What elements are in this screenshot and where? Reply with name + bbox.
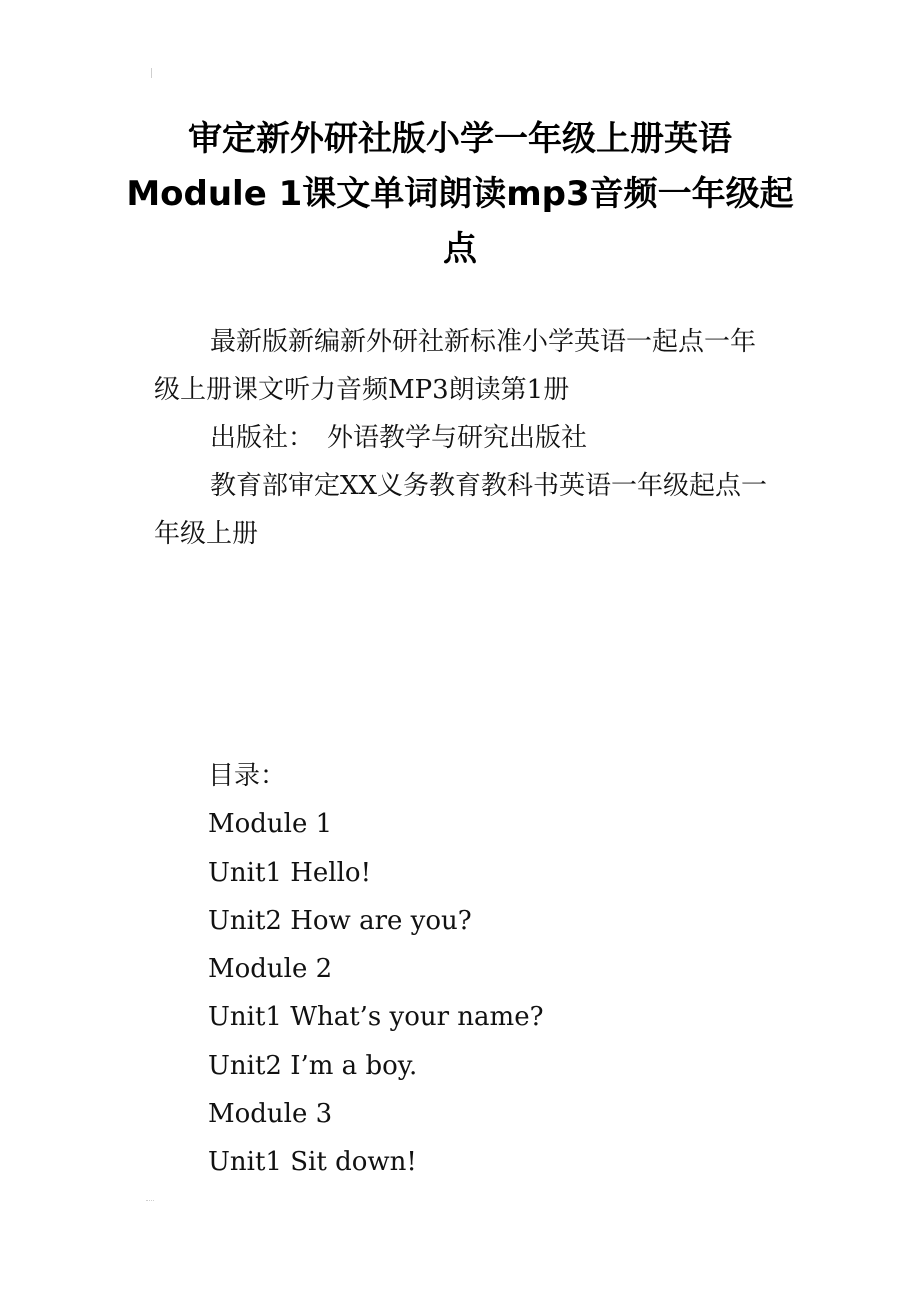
toc-list <box>208 800 544 1186</box>
toc-item-unit: Unit2 I’m a boy. <box>208 1050 418 1081</box>
toc-item-unit: Unit1 Hello! <box>208 857 372 888</box>
toc-item-unit: Unit2 How are you? <box>208 905 472 936</box>
document-title: 审定新外研社版小学一年级上册英语Module 1课文单词朗读mp3音频一年级起点 <box>126 119 794 269</box>
toc-item-module-3: Module 3 <box>208 1099 333 1130</box>
toc-item-module-1: Module 1 <box>208 809 333 840</box>
publisher-line: 出版社： 外语教学与研究出版社 <box>210 423 588 453</box>
toc-item-unit: Unit1 What’s your name? <box>208 1002 544 1033</box>
page-corner-mark-top <box>151 68 158 78</box>
intro-section <box>154 318 770 558</box>
page-corner-mark-bottom <box>146 1192 154 1201</box>
approval-paragraph: 教育部审定XX义务教育教科书英语一年级起点一年级上册 <box>154 471 768 549</box>
intro-paragraph: 最新版新编新外研社新标准小学英语一起点一年级上册课文听力音频MP3朗读第1册 <box>154 327 757 405</box>
toc-item-unit: Unit1 Sit down! <box>208 1147 417 1178</box>
toc-heading: 目录： <box>208 761 287 791</box>
table-of-contents <box>208 752 544 1187</box>
toc-item-module-2: Module 2 <box>208 954 333 985</box>
